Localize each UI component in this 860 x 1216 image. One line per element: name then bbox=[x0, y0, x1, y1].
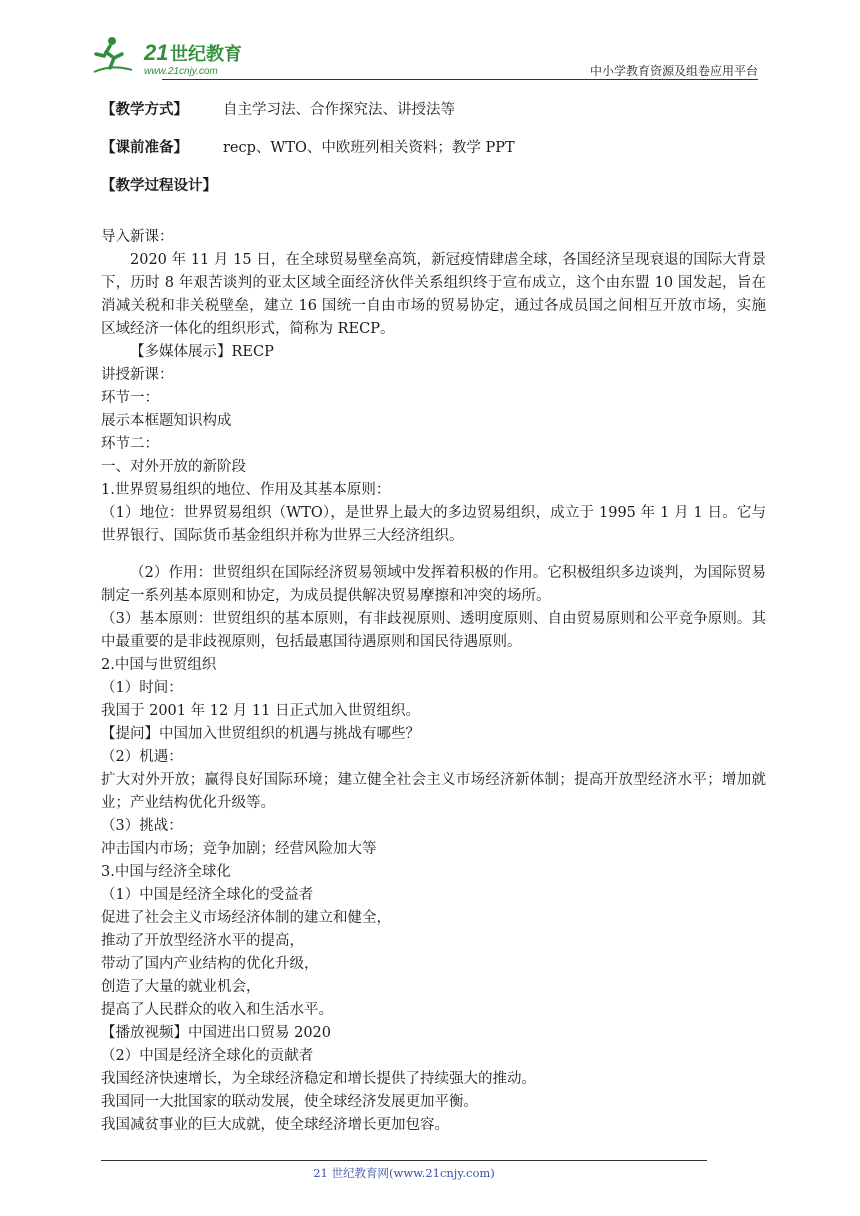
class-prep-value: recp、WTO、中欧班列相关资料；教学 PPT bbox=[223, 140, 515, 156]
contributor-item: 我国减贫事业的巨大成就，使全球经济增长更加包容。 bbox=[101, 1117, 449, 1133]
step-two: 环节二： bbox=[101, 436, 159, 452]
intro-paragraph: 2020 年 11 月 15 日，在全球贸易壁垒高筑，新冠疫情肆虐全球，各国经济呈现衰退的国际大背景下，历时 8 年艰苦谈判的亚太区域全面经济伙伴关系组织终于宣布成立，这个由东盟 10 国发起，旨在消减关税和非关税壁垒，建立 16 国统一自由市场的贸易协定，通过各成员国之间相互开放市场，实施区域经济一体化的组织形式，简称为 RECP。 bbox=[101, 252, 766, 337]
time-label: （1）时间： bbox=[101, 680, 183, 696]
footer-link[interactable]: 21 世纪教育网(www.21cnjy.com) bbox=[313, 1166, 495, 1180]
page-header bbox=[92, 34, 758, 80]
spacer bbox=[101, 212, 766, 226]
video-note: 【播放视频】中国进出口贸易 2020 bbox=[101, 1025, 332, 1041]
opportunity-text: 扩大对外开放；赢得良好国际环境；建立健全社会主义市场经济新体制；提高开放型经济水平；增加就业；产业结构优化升级等。 bbox=[101, 772, 766, 811]
beneficiary-item: 带动了国内产业结构的优化升级， bbox=[101, 956, 319, 972]
heading-wto: 1.世界贸易组织的地位、作用及其基本原则： bbox=[101, 482, 391, 498]
step-one-text: 展示本框题知识构成 bbox=[101, 413, 232, 429]
platform-name: 中小学教育资源及组卷应用平台 bbox=[589, 64, 758, 78]
time-text: 我国于 2001 年 12 月 11 日正式加入世贸组织。 bbox=[101, 703, 420, 719]
wto-role: （2）作用：世贸组织在国际经济贸易领域中发挥着积极的作用。它积极组织多边谈判，为国际贸易制定一系列基本原则和协定，为成员提供解决贸易摩擦和冲突的场所。 bbox=[101, 565, 766, 604]
beneficiary-item: 促进了社会主义市场经济体制的建立和健全， bbox=[101, 910, 391, 926]
opportunity-label: （2）机遇： bbox=[101, 749, 183, 765]
step-one: 环节一： bbox=[101, 390, 159, 406]
challenge-text: 冲击国内市场；竞争加剧；经营风险加大等 bbox=[101, 841, 377, 857]
header-divider bbox=[162, 79, 758, 80]
lecture-label: 讲授新课： bbox=[101, 367, 174, 383]
contributor-item: 我国经济快速增长，为全球经济稳定和增长提供了持续强大的推动。 bbox=[101, 1071, 536, 1087]
wto-principles: （3）基本原则：世贸组织的基本原则，有非歧视原则、透明度原则、自由贸易原则和公平竞争原则。其中最重要的是非歧视原则，包括最惠国待遇原则和国民待遇原则。 bbox=[101, 611, 766, 650]
wto-status: （1）地位：世界贸易组织（WTO），是世界上最大的多边贸易组织，成立于 1995 年 1 月 1 日。它与世界银行、国际货币基金组织并称为世界三大经济组织。 bbox=[101, 505, 766, 544]
beneficiary-item: 创造了大量的就业机会， bbox=[101, 979, 261, 995]
heading-globalization: 3.中国与经济全球化 bbox=[101, 864, 231, 880]
beneficiary-item: 推动了开放型经济水平的提高， bbox=[101, 933, 304, 949]
heading-new-stage: 一、对外开放的新阶段 bbox=[101, 459, 246, 475]
site-logo bbox=[92, 34, 262, 78]
question: 【提问】中国加入世贸组织的机遇与挑战有哪些？ bbox=[101, 726, 420, 742]
svg-text:世纪教育: 世纪教育 bbox=[170, 44, 242, 65]
class-prep-key: 【课前准备】 bbox=[101, 139, 188, 156]
runner-icon bbox=[94, 37, 132, 72]
intro-label: 导入新课： bbox=[101, 229, 174, 245]
contributor-item: 我国同一大批国家的联动发展，使全球经济发展更加平衡。 bbox=[101, 1094, 478, 1110]
beneficiary-item: 提高了人民群众的收入和生活水平。 bbox=[101, 1002, 333, 1018]
teaching-method-key: 【教学方式】 bbox=[101, 101, 188, 118]
svg-text:21: 21 bbox=[144, 40, 169, 65]
media-note: 【多媒体展示】RECP bbox=[130, 344, 274, 360]
teaching-method bbox=[101, 98, 766, 122]
beneficiary-label: （1）中国是经济全球化的受益者 bbox=[101, 887, 314, 903]
footer-divider bbox=[101, 1160, 707, 1161]
spacer bbox=[101, 548, 766, 562]
svg-text:www.21cnjy.com: www.21cnjy.com bbox=[144, 66, 218, 77]
process-design-heading: 【教学过程设计】 bbox=[101, 177, 217, 194]
class-prep bbox=[101, 136, 766, 160]
document-body bbox=[101, 92, 766, 1137]
teaching-method-value: 自主学习法、合作探究法、讲授法等 bbox=[223, 102, 455, 118]
heading-china-wto: 2.中国与世贸组织 bbox=[101, 657, 217, 673]
contributor-label: （2）中国是经济全球化的贡献者 bbox=[101, 1048, 314, 1064]
challenge-label: （3）挑战： bbox=[101, 818, 183, 834]
